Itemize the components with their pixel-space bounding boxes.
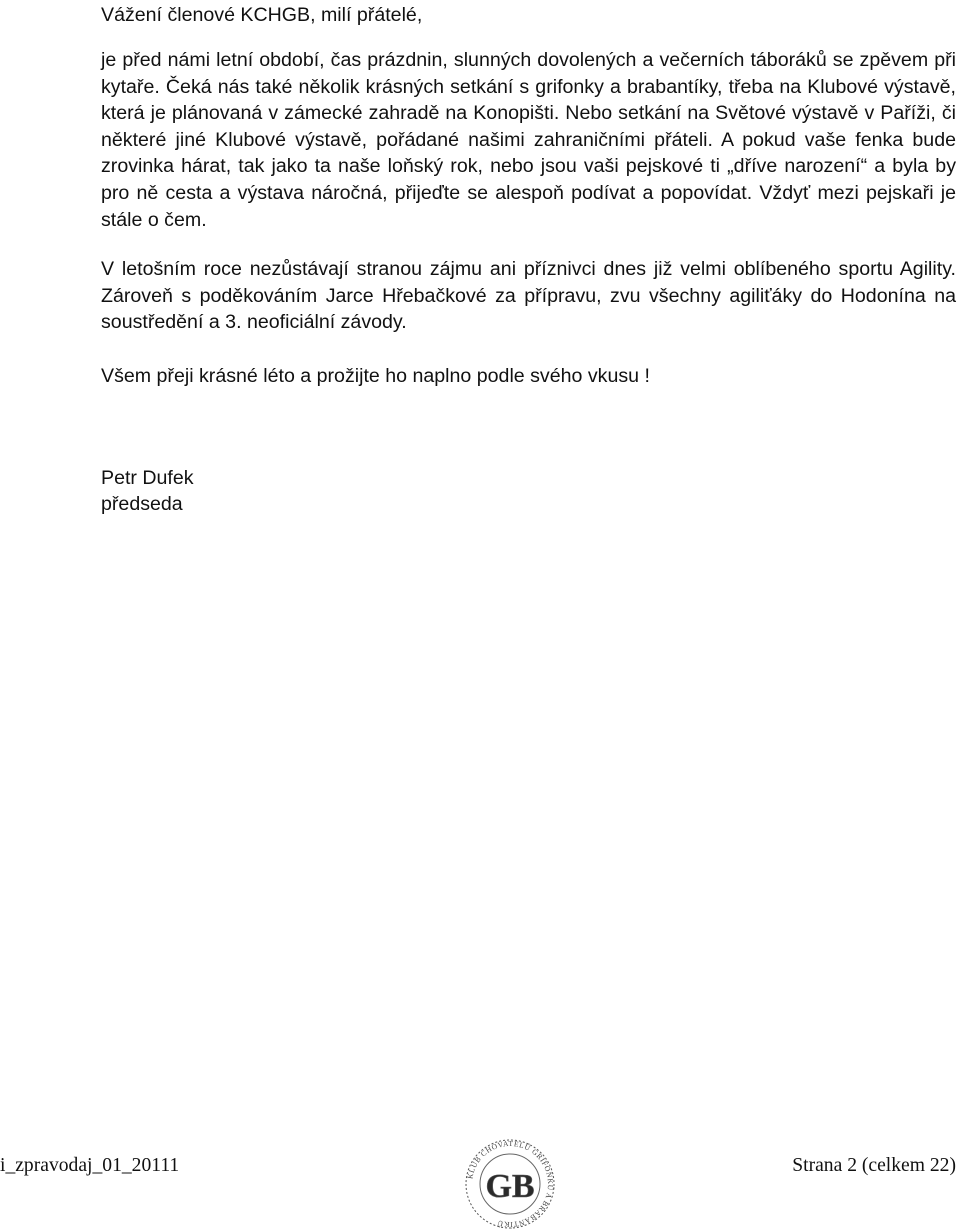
letter-paragraph-2: V letošním roce nezůstávají stranou zájmu ani příznivci dnes již velmi oblíbeného sportu Agility. Zároveň s poděkováním Jarce Hřebačkové za přípravu, zvu všechny agiliťáky do Hodonína na soustředění a 3. neoficiální závody. bbox=[101, 258, 956, 334]
logo-ring-text: KLUB CHOVATELŮ GRIFONKŮ A BRABANTÍKŮ bbox=[465, 1138, 556, 1230]
club-logo-seal bbox=[462, 1138, 558, 1230]
logo-monogram: GB bbox=[485, 1168, 535, 1205]
letter-paragraph-3: Všem přeji krásné léto a prožijte ho naplno podle svého vkusu ! bbox=[101, 365, 650, 387]
signature-block bbox=[101, 465, 194, 517]
club-logo-graphic bbox=[462, 1138, 558, 1230]
signature-name: Petr Dufek bbox=[101, 467, 194, 489]
footer-document-id: i_zpravodaj_01_20111 bbox=[0, 1155, 180, 1176]
signature-role: předseda bbox=[101, 493, 183, 515]
letter-greeting: Vážení členové KCHGB, milí přátelé, bbox=[101, 4, 423, 26]
footer-page-number: Strana 2 (celkem 22) bbox=[792, 1155, 956, 1176]
letter-paragraph-1: je před námi letní období, čas prázdnin, slunných dovolených a večerních táboráků se zpěvem při kytaře. Čeká nás také několik krásných setkání s grifonky a brabantíky, třeba na Klubové výstavě, která je plánovaná v zámecké zahradě na Konopišti. Nebo setkání na Světové výstavě v Paříži, či některé jiné Klubové výstavě, pořádané našimi zahraničními přáteli. A pokud vaše fenka bude zrovinka hárat, tak jako ta naše loňský rok, nebo jsou vaši pejskové ti „dříve narození“ a byla by pro ně cesta a výstava náročná, přijeďte se alespoň podívat a popovídat. Vždyť mezi pejskaři je stále o čem. bbox=[101, 49, 956, 231]
